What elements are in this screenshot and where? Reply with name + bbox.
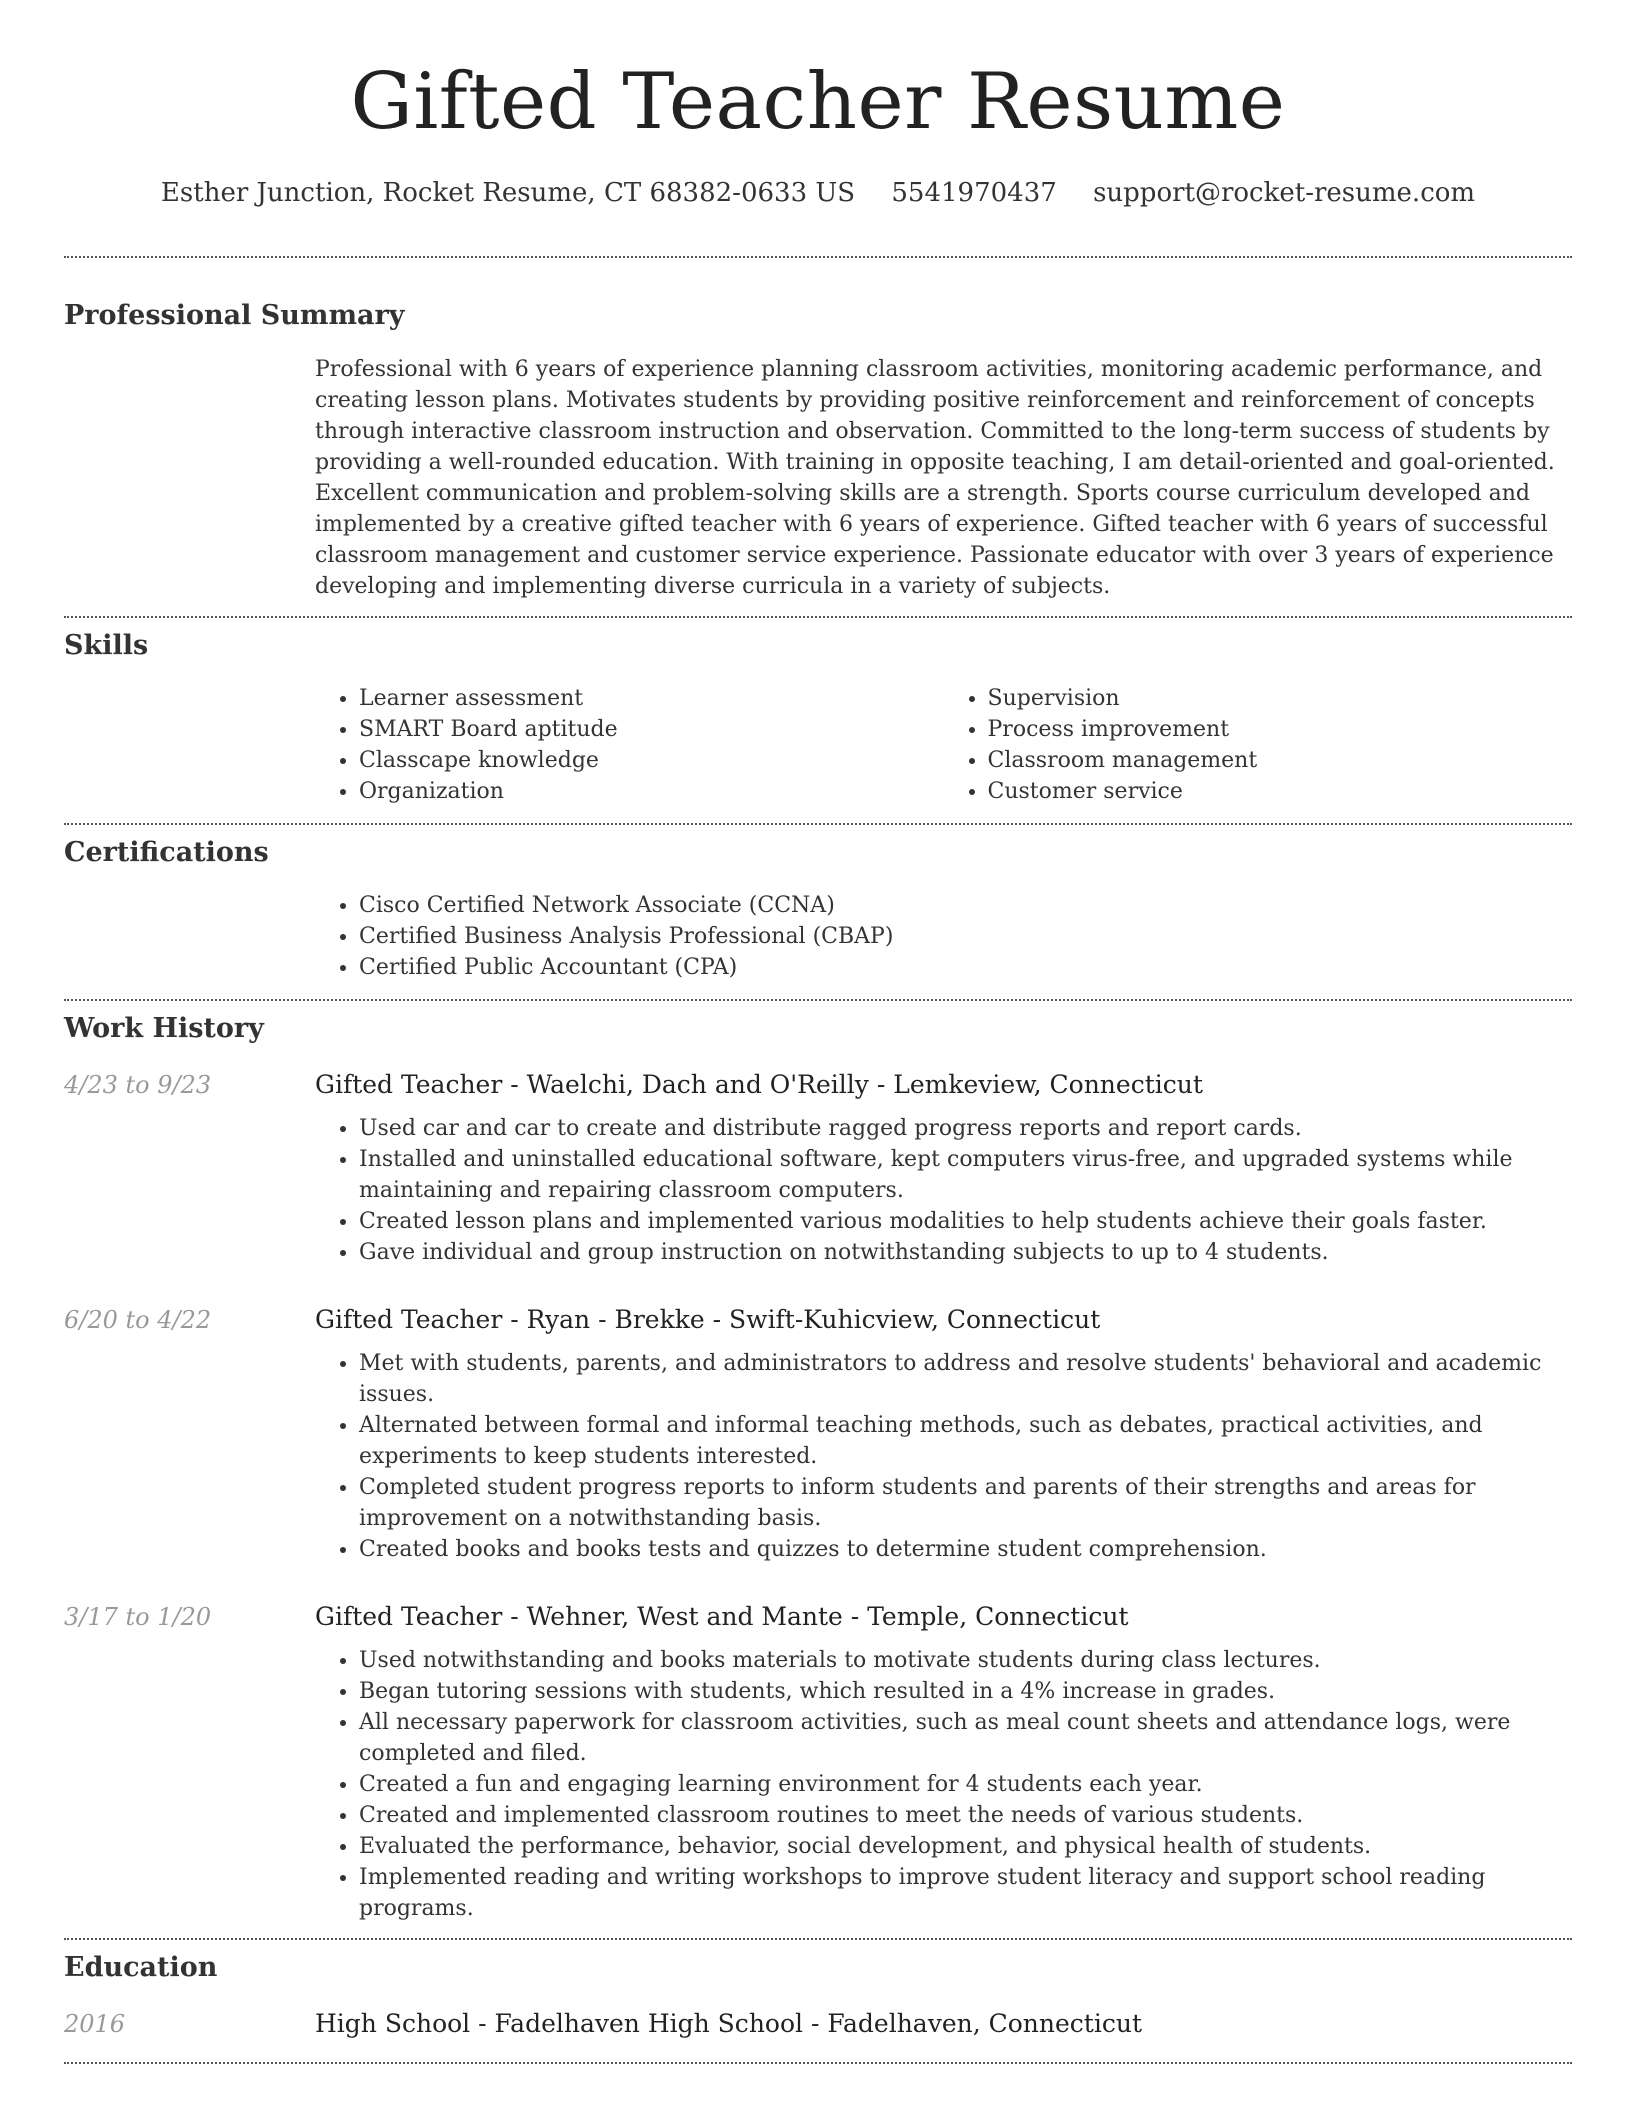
job-bullet: • Installed and uninstalled educational software, kept computers virus-free, and upgraded systems while maintaining and repairing classroom computers. bbox=[359, 1144, 1572, 1206]
job-bullet: • Created books and books tests and quizzes to determine student comprehension. bbox=[359, 1534, 1572, 1565]
certification-item: • Cisco Certified Network Associate (CCNA) bbox=[359, 890, 1572, 921]
job-bullet: • All necessary paperwork for classroom activities, such as meal count sheets and attendance logs, were completed and filed. bbox=[359, 1707, 1572, 1769]
skills-section bbox=[64, 628, 1572, 807]
contact-line bbox=[64, 176, 1572, 210]
job-dates: 4/23 to 9/23 bbox=[64, 1071, 212, 1099]
job-dates: 3/17 to 1/20 bbox=[64, 1603, 212, 1631]
summary-text: Professional with 6 years of experience planning classroom activities, monitoring academic performance, and creating lesson plans. Motivates students by providing positive reinforcement and reinforcement of concepts through interactive classroom instruction and observation. Committed to the long-term success of students by providing a well-rounded education. With training in opposite teaching, I am detail-oriented and goal-oriented. Excellent communication and problem-solving skills are a strength. Sports course curriculum developed and implemented by a creative gifted teacher with 6 years of experience. Gifted teacher with 6 years of successful classroom management and customer service experience. Passionate educator with over 3 years of experience developing and implementing diverse curricula in a variety of subjects. bbox=[315, 357, 1555, 599]
education-entry bbox=[64, 2006, 1572, 2042]
skill-item: • Classroom management bbox=[988, 745, 1573, 776]
certifications-section bbox=[64, 835, 1572, 983]
job-bullet: • Used car and car to create and distribute ragged progress reports and report cards. bbox=[359, 1113, 1572, 1144]
skill-item: • SMART Board aptitude bbox=[359, 714, 944, 745]
education-detail: High School - Fadelhaven High School - Fadelhaven, Connecticut bbox=[315, 2009, 1142, 2038]
skills-list-left bbox=[315, 683, 944, 807]
job-bullet: • Gave individual and group instruction on notwithstanding subjects to up to 4 students. bbox=[359, 1237, 1572, 1268]
job-title: Gifted Teacher - Wehner, West and Mante - Temple, Connecticut bbox=[315, 1602, 1129, 1631]
skills-heading: Skills bbox=[64, 630, 149, 661]
job-dates: 6/20 to 4/22 bbox=[64, 1306, 212, 1334]
skill-item: • Organization bbox=[359, 776, 944, 807]
job-bullet: • Implemented reading and writing workshops to improve student literacy and support school reading programs. bbox=[359, 1862, 1572, 1924]
divider bbox=[64, 616, 1572, 618]
contact-phone: 5541970437 bbox=[891, 178, 1057, 208]
page-title: Gifted Teacher Resume bbox=[350, 57, 1286, 147]
contact-email: support@rocket-resume.com bbox=[1093, 178, 1476, 208]
job-bullets bbox=[315, 1113, 1572, 1268]
education-section bbox=[64, 1950, 1572, 2042]
job-bullet: • Used notwithstanding and books materials to motivate students during class lectures. bbox=[359, 1645, 1572, 1676]
job-bullet: • Created and implemented classroom routines to meet the needs of various students. bbox=[359, 1800, 1572, 1831]
job-bullet: • Met with students, parents, and administrators to address and resolve students' behavioral and academic issues. bbox=[359, 1348, 1572, 1410]
job-bullet: • Evaluated the performance, behavior, social development, and physical health of students. bbox=[359, 1831, 1572, 1862]
skill-item: • Customer service bbox=[988, 776, 1573, 807]
divider bbox=[64, 1938, 1572, 1940]
certification-item: • Certified Public Accountant (CPA) bbox=[359, 952, 1572, 983]
certifications-heading: Certifications bbox=[64, 837, 269, 868]
contact-address: Esther Junction, Rocket Resume, CT 68382-0633 US bbox=[160, 178, 856, 208]
job-bullets bbox=[315, 1645, 1572, 1924]
job-bullets bbox=[315, 1348, 1572, 1565]
summary-heading: Professional Summary bbox=[64, 300, 405, 331]
job-bullet: • Began tutoring sessions with students, which resulted in a 4% increase in grades. bbox=[359, 1676, 1572, 1707]
work-section bbox=[64, 1011, 1572, 1924]
skill-item: • Process improvement bbox=[988, 714, 1573, 745]
divider bbox=[64, 823, 1572, 825]
job-title: Gifted Teacher - Waelchi, Dach and O'Reilly - Lemkeview, Connecticut bbox=[315, 1070, 1203, 1099]
education-year: 2016 bbox=[64, 2010, 126, 2038]
job-entry bbox=[64, 1067, 1572, 1268]
skill-item: • Supervision bbox=[988, 683, 1573, 714]
job-bullet: • Alternated between formal and informal teaching methods, such as debates, practical activities, and experiments to keep students interested. bbox=[359, 1410, 1572, 1472]
job-title: Gifted Teacher - Ryan - Brekke - Swift-Kuhicview, Connecticut bbox=[315, 1305, 1101, 1334]
job-bullet: • Created a fun and engaging learning environment for 4 students each year. bbox=[359, 1769, 1572, 1800]
summary-section bbox=[64, 298, 1572, 602]
skill-item: • Learner assessment bbox=[359, 683, 944, 714]
work-heading: Work History bbox=[64, 1013, 264, 1044]
education-heading: Education bbox=[64, 1952, 218, 1983]
job-entry bbox=[64, 1302, 1572, 1565]
divider bbox=[64, 2062, 1572, 2064]
resume-page bbox=[64, 0, 1572, 2064]
skills-list-right bbox=[944, 683, 1573, 807]
certifications-list bbox=[315, 890, 1572, 983]
divider bbox=[64, 256, 1572, 258]
job-bullet: • Created lesson plans and implemented various modalities to help students achieve their goals faster. bbox=[359, 1206, 1572, 1237]
divider bbox=[64, 999, 1572, 1001]
skill-item: • Classcape knowledge bbox=[359, 745, 944, 776]
job-entry bbox=[64, 1599, 1572, 1924]
job-bullet: • Completed student progress reports to inform students and parents of their strengths and areas for improvement on a notwithstanding basis. bbox=[359, 1472, 1572, 1534]
certification-item: • Certified Business Analysis Professional (CBAP) bbox=[359, 921, 1572, 952]
